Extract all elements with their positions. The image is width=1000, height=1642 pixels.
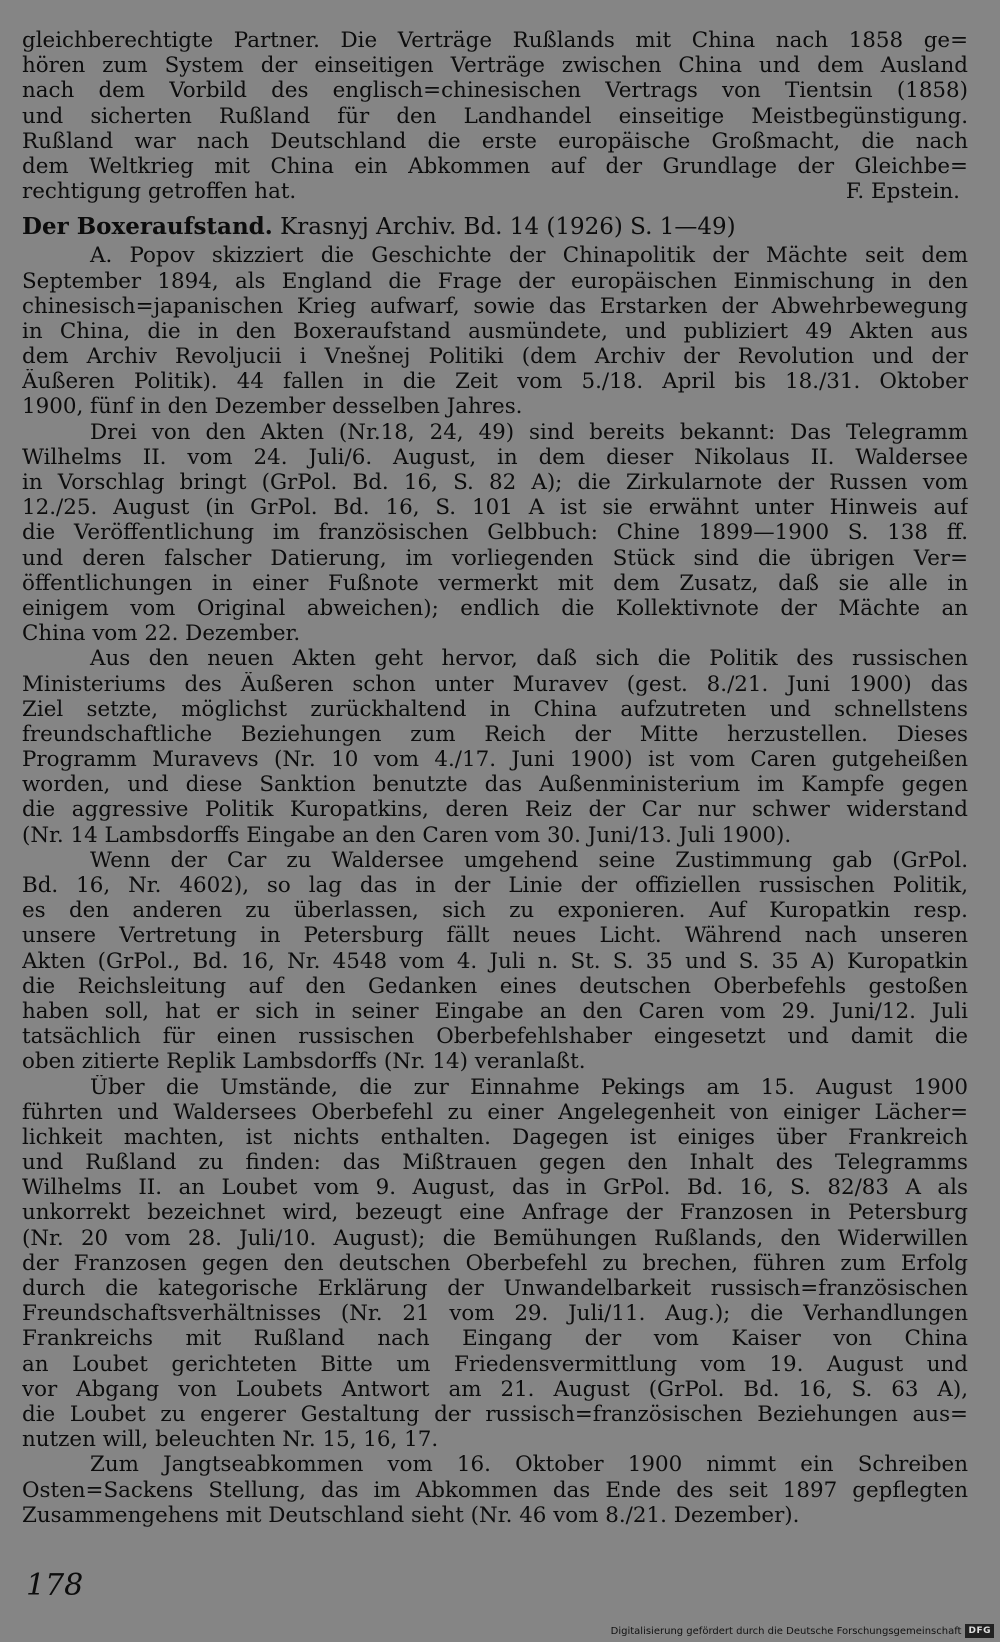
text-line: Osten=Sackens Stellung, das im Abkommen das Ende des seit 1897 gepflegten bbox=[22, 1477, 968, 1503]
text-line-content: rechtigung getroffen hat. bbox=[22, 179, 297, 205]
text-line: Ministeriums des Äußeren schon unter Muravev (gest. 8./21. Juni 1900) das bbox=[22, 671, 968, 697]
page-number: 178 bbox=[26, 1568, 84, 1603]
text-line: worden, und diese Sanktion benutzte das Außenministerium im Kampfe gegen bbox=[22, 772, 968, 798]
text-line: Wilhelms II. vom 24. Juli/6. August, in dem dieser Nikolaus II. Waldersee bbox=[22, 444, 968, 470]
text-line: führten und Waldersees Oberbefehl zu einer Angelegenheit von einiger Lächer= bbox=[22, 1099, 968, 1125]
paragraph bbox=[22, 646, 968, 848]
section-source: Krasnyj Archiv. Bd. 14 (1926) S. 1—49) bbox=[280, 214, 736, 241]
text-line: einigem vom Original abweichen); endlich die Kollektivnote der Mächte an bbox=[22, 595, 968, 621]
text-line: oben zitierte Replik Lambsdorffs (Nr. 14) veranlaßt. bbox=[22, 1049, 586, 1075]
text-line: September 1894, als England die Frage der europäischen Einmischung in den bbox=[22, 268, 968, 294]
text-line: Rußland war nach Deutschland die erste europäische Großmacht, die nach bbox=[22, 128, 968, 154]
text-line: (Nr. 20 vom 28. Juli/10. August); die Bemühungen Rußlands, den Widerwillen bbox=[22, 1225, 968, 1251]
text-line: und deren falscher Datierung, im vorliegenden Stück sind die übrigen Ver= bbox=[22, 545, 968, 571]
text-line bbox=[22, 179, 968, 204]
text-line: Zusammengehens mit Deutschland sieht (Nr. 46 vom 8./21. Dezember). bbox=[22, 1502, 800, 1528]
text-line: gleichberechtigte Partner. Die Verträge Rußlands mit China nach 1858 ge= bbox=[22, 28, 968, 53]
paragraph bbox=[22, 420, 968, 647]
text-line: Freundschaftsverhältnisses (Nr. 21 vom 29. Juli/11. Aug.); die Verhandlungen bbox=[22, 1301, 968, 1327]
text-line: freundschaftliche Beziehungen zum Reich der Mitte herzustellen. Dieses bbox=[22, 721, 968, 747]
text-line: Ziel setzte, möglichst zurückhaltend in China aufzutreten und schnellstens bbox=[22, 696, 968, 722]
text-line: tatsächlich für einen russischen Oberbefehlshaber eingesetzt und damit die bbox=[22, 1024, 968, 1050]
paragraph bbox=[22, 243, 968, 419]
section-title: Der Boxeraufstand. bbox=[22, 213, 273, 241]
text-line: nutzen will, beleuchten Nr. 15, 16, 17. bbox=[22, 1427, 439, 1453]
text-line: durch die kategorische Erklärung der Unwandelbarkeit russisch=französischen bbox=[22, 1276, 968, 1301]
text-line: (Nr. 14 Lambsdorffs Eingabe an den Caren vom 30. Juni/13. Juli 1900). bbox=[22, 822, 792, 848]
paragraph bbox=[22, 1452, 968, 1528]
section-body bbox=[22, 243, 968, 1528]
text-line: dem Archiv Revoljucii i Vnešnej Politiki (dem Archiv der Revolution und der bbox=[22, 344, 968, 370]
text-line: Programm Muravevs (Nr. 10 vom 4./17. Juni 1900) ist vom Caren gutgeheißen bbox=[22, 747, 968, 773]
text-line: vor Abgang von Loubets Antwort am 21. August (GrPol. Bd. 16, S. 63 A), bbox=[22, 1376, 968, 1402]
text-line: dem Weltkrieg mit China ein Abkommen auf der Grundlage der Gleichbe= bbox=[22, 153, 968, 179]
text-line: hören zum System der einseitigen Verträge zwischen China und dem Ausland bbox=[22, 53, 968, 79]
text-line: nach dem Vorbild des englisch=chinesischen Vertrags von Tientsin (1858) bbox=[22, 78, 968, 104]
text-line: Äußeren Politik). 44 fallen in die Zeit vom 5./18. April bis 18./31. Oktober bbox=[22, 369, 968, 395]
section-heading bbox=[22, 214, 968, 242]
text-line: die Veröffentlichung im französischen Gelbbuch: Chine 1899—1900 S. 138 ff. bbox=[22, 520, 968, 546]
text-line: an Loubet gerichteten Bitte um Friedensvermittlung vom 19. August und bbox=[22, 1351, 968, 1377]
text-line: 1900, fünf in den Dezember desselben Jahres. bbox=[22, 394, 523, 420]
text-line: Zum Jangtseabkommen vom 16. Oktober 1900 nimmt ein Schreiben bbox=[90, 1452, 968, 1478]
document-body bbox=[22, 28, 968, 1528]
text-line: unkorrekt bezeichnet wird, bezeugt eine Anfrage der Franzosen in Petersburg bbox=[22, 1200, 968, 1226]
text-line: Aus den neuen Akten geht hervor, daß sich die Politik des russischen bbox=[90, 646, 968, 672]
footer-text: Digitalisierung gefördert durch die Deutsche Forschungsgemeinschaft bbox=[610, 1625, 962, 1637]
text-line: Drei von den Akten (Nr.18, 24, 49) sind bereits bekannt: Das Telegramm bbox=[90, 419, 968, 445]
text-line: chinesisch=japanischen Krieg aufwarf, sowie das Erstarken der Abwehrbewegung bbox=[22, 293, 968, 319]
text-line: Wenn der Car zu Waldersee umgehend seine Zustimmung gab (GrPol. bbox=[90, 847, 968, 873]
text-line: es den anderen zu überlassen, sich zu exponieren. Auf Kuropatkin resp. bbox=[22, 898, 968, 924]
text-line: haben soll, hat er sich in seiner Eingabe an den Caren vom 29. Juni/12. Juli bbox=[22, 998, 968, 1024]
text-line: und Rußland zu finden: das Mißtrauen gegen den Inhalt des Telegramms bbox=[22, 1150, 968, 1176]
text-line: in China, die in den Boxeraufstand ausmündete, und publiziert 49 Akten aus bbox=[22, 318, 968, 344]
text-line: A. Popov skizziert die Geschichte der Chinapolitik der Mächte seit dem bbox=[90, 243, 968, 269]
text-line: die aggressive Politik Kuropatkins, deren Reiz der Car nur schwer widerstand bbox=[22, 797, 968, 823]
intro-paragraph bbox=[22, 28, 968, 204]
text-line: Frankreichs mit Rußland nach Eingang der vom Kaiser von China bbox=[22, 1326, 968, 1352]
paragraph bbox=[22, 1075, 968, 1453]
dfg-logo-icon: DFG bbox=[965, 1624, 994, 1638]
text-line: unsere Vertretung in Petersburg fällt neues Licht. Während nach unseren bbox=[22, 923, 968, 949]
text-line: in Vorschlag bringt (GrPol. Bd. 16, S. 82 A); die Zirkularnote der Russen vom bbox=[22, 470, 968, 495]
text-line: die Loubet zu engerer Gestaltung der russisch=französischen Beziehungen aus= bbox=[22, 1401, 968, 1427]
text-line: der Franzosen gegen den deutschen Oberbefehl zu brechen, führen zum Erfolg bbox=[22, 1250, 968, 1276]
text-line: China vom 22. Dezember. bbox=[22, 621, 301, 647]
text-line: Bd. 16, Nr. 4602), so lag das in der Linie der offiziellen russischen Politik, bbox=[22, 873, 968, 898]
text-line: öffentlichungen in einer Fußnote vermerkt mit dem Zusatz, daß sie alle in bbox=[22, 570, 968, 596]
text-line: Wilhelms II. an Loubet vom 9. August, das in GrPol. Bd. 16, S. 82/83 A als bbox=[22, 1175, 968, 1201]
text-line: die Reichsleitung auf den Gedanken eines deutschen Oberbefehls gestoßen bbox=[22, 973, 968, 999]
text-line: lichkeit machten, ist nichts enthalten. Dagegen ist einiges über Frankreich bbox=[22, 1124, 968, 1150]
text-line: Über die Umstände, die zur Einnahme Pekings am 15. August 1900 bbox=[90, 1074, 968, 1100]
text-line: Akten (GrPol., Bd. 16, Nr. 4548 vom 4. Juli n. St. S. 35 und S. 35 A) Kuropatkin bbox=[22, 948, 968, 974]
text-line: und sicherten Rußland für den Landhandel einseitige Meistbegünstigung. bbox=[22, 103, 968, 129]
paragraph bbox=[22, 848, 968, 1075]
author-signature: F. Epstein. bbox=[845, 179, 960, 205]
digitization-footer bbox=[611, 1624, 994, 1638]
text-line: 12./25. August (in GrPol. Bd. 16, S. 101 A ist sie erwähnt unter Hinweis auf bbox=[22, 495, 968, 521]
